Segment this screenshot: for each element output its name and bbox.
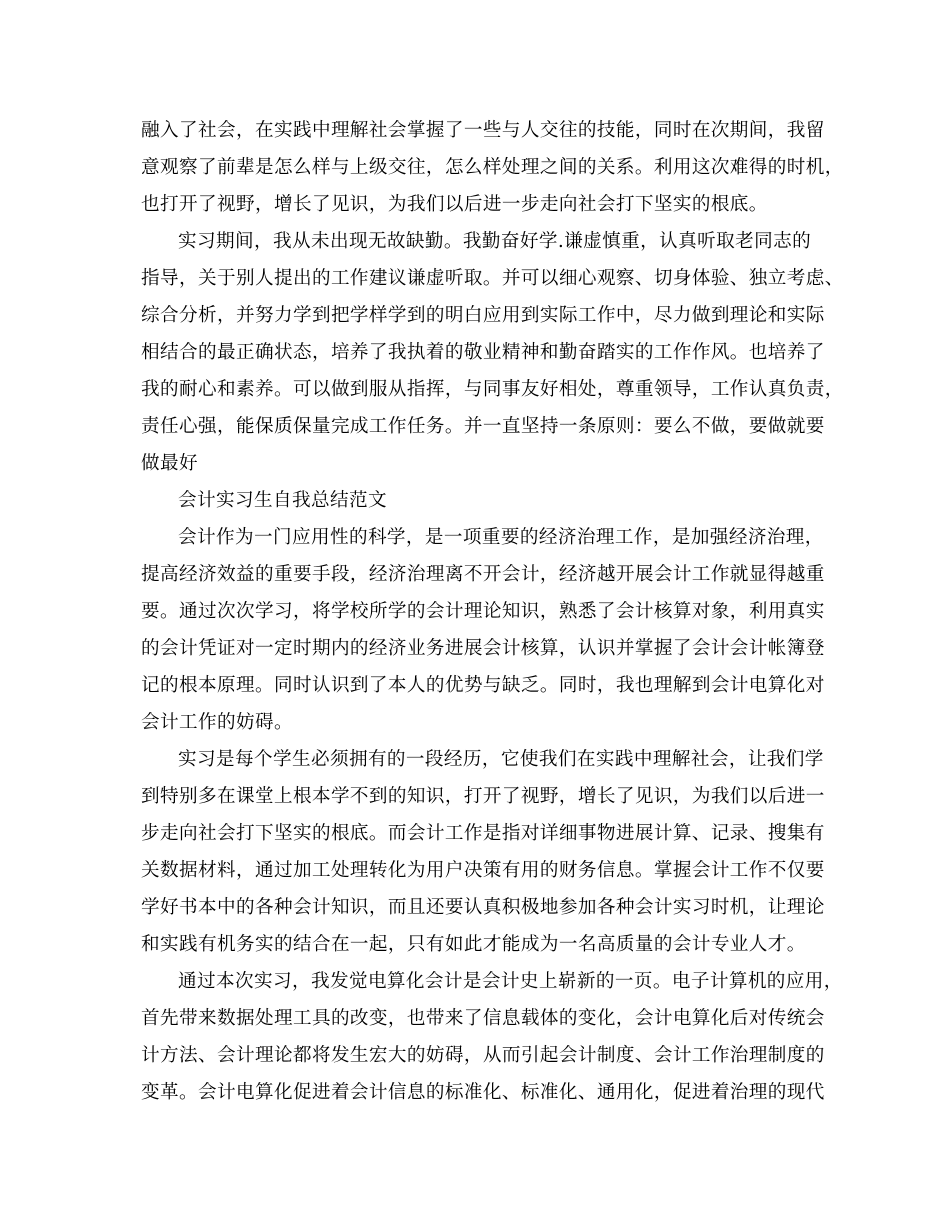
text-line: 会计作为一门应用性的科学，是一项重要的经济治理工作，是加强经济治理， <box>178 527 824 548</box>
text-line: 首先带来数据处理工具的改变，也带来了信息载体的变化，会计电算化后对传统会 <box>141 1008 825 1029</box>
text-line: 学好书本中的各种会计知识，而且还要认真积极地参加各种会计实习时机，让理论 <box>141 897 825 918</box>
text-line: 指导，关于别人提出的工作建议谦虚听取。并可以细心观察、切身体验、独立考虑、 <box>141 268 844 289</box>
text-line: 和实践有机务实的结合在一起，只有如此才能成为一名高质量的会计专业人才。 <box>141 934 806 955</box>
text-line: 意观察了前辈是怎么样与上级交往，怎么样处理之间的关系。利用这次难得的时机， <box>141 157 844 178</box>
text-line: 要。通过次次学习，将学校所学的会计理论知识，熟悉了会计核算对象，利用真实 <box>141 601 825 622</box>
text-line: 融入了社会，在实践中理解社会掌握了一些与人交往的技能，同时在次期间，我留 <box>141 120 825 141</box>
text-line: 提高经济效益的重要手段，经济治理离不开会计，经济越开展会计工作就显得越重 <box>141 564 825 585</box>
section-heading: 会计实习生自我总结范文 <box>178 490 387 511</box>
text-line: 实习是每个学生必须拥有的一段经历，它使我们在实践中理解社会，让我们学 <box>178 749 824 770</box>
text-line: 也打开了视野，增长了见识，为我们以后进一步走向社会打下坚实的根底。 <box>141 194 768 215</box>
text-line: 做最好 <box>141 453 198 474</box>
text-line: 我的耐心和素养。可以做到服从指挥，与同事友好相处，尊重领导，工作认真负责， <box>141 379 844 400</box>
text-line: 实习期间，我从未出现无故缺勤。我勤奋好学.谦虚慎重，认真听取老同志的 <box>178 231 812 252</box>
text-line: 步走向社会打下坚实的根底。而会计工作是指对详细事物进展计算、记录、搜集有 <box>141 823 825 844</box>
text-line: 综合分析，并努力学到把学样学到的明白应用到实际工作中，尽力做到理论和实际 <box>141 305 825 326</box>
text-line: 责任心强，能保质保量完成工作任务。并一直坚持一条原则：要么不做，要做就要 <box>141 416 825 437</box>
text-line: 相结合的最正确状态，培养了我执着的敬业精神和勤奋踏实的工作作风。也培养了 <box>141 342 825 363</box>
text-line: 记的根本原理。同时认识到了本人的优势与缺乏。同时，我也理解到会计电算化对 <box>141 675 825 696</box>
text-line: 通过本次实习，我发觉电算化会计是会计史上崭新的一页。电子计算机的应用， <box>178 971 843 992</box>
text-line: 变革。会计电算化促进着会计信息的标准化、标准化、通用化，促进着治理的现代 <box>141 1082 825 1103</box>
text-line: 的会计凭证对一定时期内的经济业务进展会计核算，认识并掌握了会计会计帐簿登 <box>141 638 825 659</box>
text-line: 会计工作的妨碍。 <box>141 712 293 733</box>
text-line: 关数据材料，通过加工处理转化为用户决策有用的财务信息。掌握会计工作不仅要 <box>141 860 825 881</box>
text-line: 到特别多在课堂上根本学不到的知识，打开了视野，增长了见识，为我们以后进一 <box>141 786 825 807</box>
text-line: 计方法、会计理论都将发生宏大的妨碍，从而引起会计制度、会计工作治理制度的 <box>141 1045 825 1066</box>
